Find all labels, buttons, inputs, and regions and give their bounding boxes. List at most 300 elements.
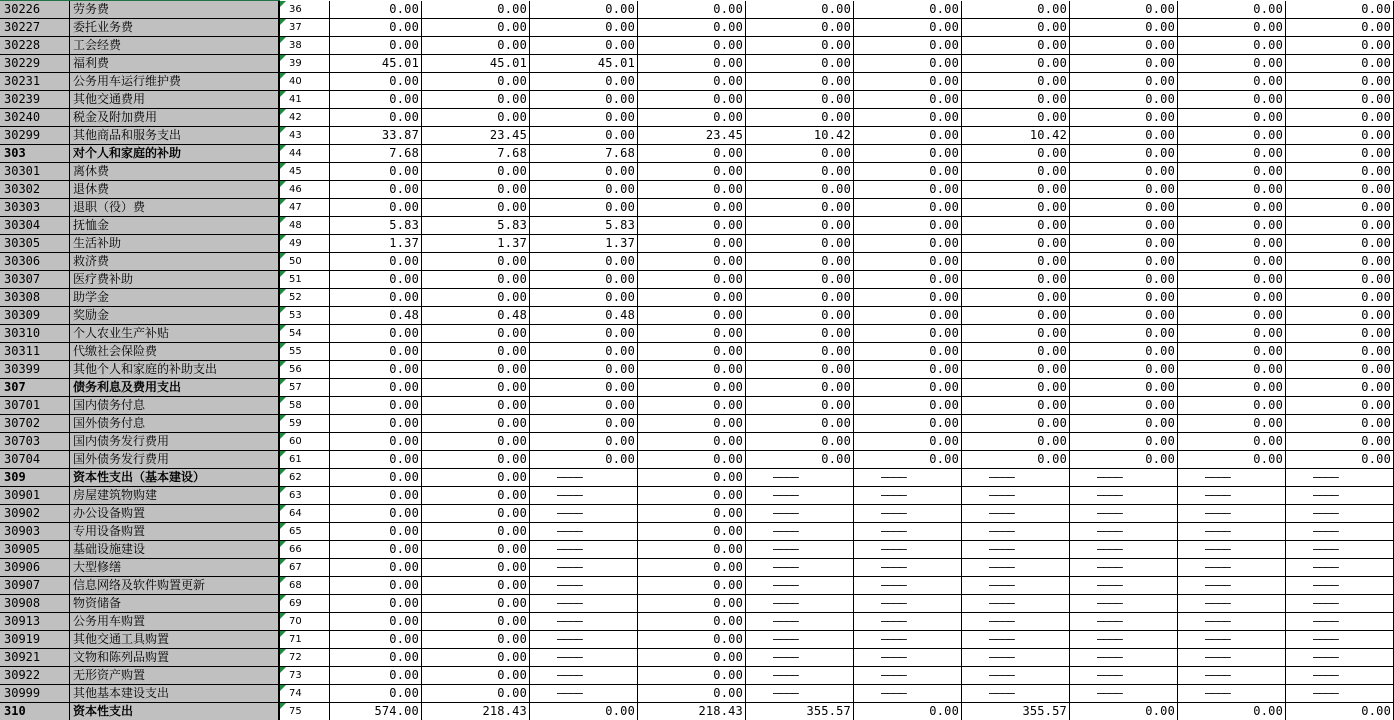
value-cell[interactable]: 218.43 xyxy=(638,703,746,720)
value-cell[interactable]: 0.00 xyxy=(530,37,638,55)
value-cell[interactable]: ———— xyxy=(962,613,1070,631)
value-cell[interactable]: 0.00 xyxy=(854,289,962,307)
value-cell[interactable]: 0.00 xyxy=(854,19,962,37)
value-cell[interactable]: 0.00 xyxy=(1286,703,1394,720)
account-name-cell[interactable]: 房屋建筑物购建 xyxy=(70,487,280,505)
value-cell[interactable]: 0.00 xyxy=(1178,91,1286,109)
line-number-cell[interactable]: 41 xyxy=(280,91,330,109)
value-cell[interactable]: 0.00 xyxy=(330,163,422,181)
value-cell[interactable]: 0.00 xyxy=(638,559,746,577)
line-number-cell[interactable]: 72 xyxy=(280,649,330,667)
account-name-cell[interactable]: 信息网络及软件购置更新 xyxy=(70,577,280,595)
value-cell[interactable]: 0.00 xyxy=(638,163,746,181)
value-cell[interactable]: 0.00 xyxy=(638,469,746,487)
value-cell[interactable]: ———— xyxy=(746,685,854,703)
value-cell[interactable]: 45.01 xyxy=(530,55,638,73)
value-cell[interactable]: 5.83 xyxy=(530,217,638,235)
value-cell[interactable]: 0.00 xyxy=(746,19,854,37)
value-cell[interactable]: 0.00 xyxy=(638,145,746,163)
line-number-cell[interactable]: 58 xyxy=(280,397,330,415)
value-cell[interactable]: 0.00 xyxy=(1070,109,1178,127)
line-number-cell[interactable]: 37 xyxy=(280,19,330,37)
line-number-cell[interactable]: 57 xyxy=(280,379,330,397)
value-cell[interactable]: 0.00 xyxy=(1070,451,1178,469)
account-code-cell[interactable]: 30913 xyxy=(0,613,70,631)
value-cell[interactable]: 0.00 xyxy=(1286,217,1394,235)
value-cell[interactable]: 0.00 xyxy=(638,379,746,397)
value-cell[interactable]: 0.00 xyxy=(854,307,962,325)
value-cell[interactable]: 0.00 xyxy=(1178,271,1286,289)
value-cell[interactable]: 0.00 xyxy=(422,487,530,505)
value-cell[interactable]: 0.00 xyxy=(530,361,638,379)
value-cell[interactable]: ———— xyxy=(746,469,854,487)
account-code-cell[interactable]: 30302 xyxy=(0,181,70,199)
value-cell[interactable]: 0.00 xyxy=(746,145,854,163)
value-cell[interactable]: 0.00 xyxy=(422,1,530,19)
account-name-cell[interactable]: 债务利息及费用支出 xyxy=(70,379,280,397)
value-cell[interactable]: 0.00 xyxy=(330,289,422,307)
value-cell[interactable]: ———— xyxy=(530,523,638,541)
value-cell[interactable]: 0.00 xyxy=(1178,73,1286,91)
value-cell[interactable]: 0.00 xyxy=(638,55,746,73)
value-cell[interactable]: 0.00 xyxy=(854,343,962,361)
value-cell[interactable]: 0.00 xyxy=(638,271,746,289)
value-cell[interactable]: 0.00 xyxy=(530,163,638,181)
value-cell[interactable]: ———— xyxy=(1070,613,1178,631)
value-cell[interactable]: ———— xyxy=(530,541,638,559)
value-cell[interactable]: 0.00 xyxy=(638,91,746,109)
value-cell[interactable]: 7.68 xyxy=(530,145,638,163)
account-name-cell[interactable]: 国内债务付息 xyxy=(70,397,280,415)
line-number-cell[interactable]: 70 xyxy=(280,613,330,631)
value-cell[interactable]: 0.00 xyxy=(638,631,746,649)
value-cell[interactable]: 0.00 xyxy=(1178,19,1286,37)
value-cell[interactable]: 0.00 xyxy=(1286,361,1394,379)
account-name-cell[interactable]: 公务用车运行维护费 xyxy=(70,73,280,91)
value-cell[interactable]: 0.00 xyxy=(746,91,854,109)
account-code-cell[interactable]: 310 xyxy=(0,703,70,720)
value-cell[interactable]: 0.00 xyxy=(746,163,854,181)
value-cell[interactable]: 0.00 xyxy=(962,217,1070,235)
value-cell[interactable]: 7.68 xyxy=(422,145,530,163)
value-cell[interactable]: 0.00 xyxy=(330,325,422,343)
account-name-cell[interactable]: 委托业务费 xyxy=(70,19,280,37)
value-cell[interactable]: 0.00 xyxy=(962,451,1070,469)
value-cell[interactable]: 0.48 xyxy=(330,307,422,325)
account-code-cell[interactable]: 30703 xyxy=(0,433,70,451)
account-code-cell[interactable]: 30228 xyxy=(0,37,70,55)
account-name-cell[interactable]: 退职（役）费 xyxy=(70,199,280,217)
value-cell[interactable]: ———— xyxy=(1070,595,1178,613)
value-cell[interactable]: ———— xyxy=(530,631,638,649)
value-cell[interactable]: 0.00 xyxy=(638,109,746,127)
value-cell[interactable]: ———— xyxy=(530,487,638,505)
value-cell[interactable]: 0.00 xyxy=(746,217,854,235)
value-cell[interactable]: 0.00 xyxy=(330,181,422,199)
value-cell[interactable]: 0.00 xyxy=(1286,91,1394,109)
value-cell[interactable]: 0.00 xyxy=(330,199,422,217)
value-cell[interactable]: 0.00 xyxy=(1286,415,1394,433)
value-cell[interactable]: 0.00 xyxy=(1070,55,1178,73)
account-code-cell[interactable]: 30309 xyxy=(0,307,70,325)
account-code-cell[interactable]: 30701 xyxy=(0,397,70,415)
account-code-cell[interactable]: 30231 xyxy=(0,73,70,91)
value-cell[interactable]: 0.00 xyxy=(530,325,638,343)
value-cell[interactable]: 0.00 xyxy=(638,433,746,451)
value-cell[interactable]: 0.00 xyxy=(1286,1,1394,19)
value-cell[interactable]: ———— xyxy=(962,505,1070,523)
value-cell[interactable]: ———— xyxy=(1070,631,1178,649)
value-cell[interactable]: 0.00 xyxy=(638,577,746,595)
value-cell[interactable]: 0.00 xyxy=(638,235,746,253)
value-cell[interactable]: 218.43 xyxy=(422,703,530,720)
value-cell[interactable]: ———— xyxy=(962,649,1070,667)
value-cell[interactable]: 0.00 xyxy=(1178,415,1286,433)
value-cell[interactable]: ———— xyxy=(530,505,638,523)
value-cell[interactable]: 0.48 xyxy=(530,307,638,325)
value-cell[interactable]: ———— xyxy=(962,595,1070,613)
value-cell[interactable]: 0.00 xyxy=(1286,307,1394,325)
line-number-cell[interactable]: 53 xyxy=(280,307,330,325)
value-cell[interactable]: ———— xyxy=(962,631,1070,649)
value-cell[interactable]: 0.48 xyxy=(422,307,530,325)
value-cell[interactable]: 0.00 xyxy=(1178,217,1286,235)
value-cell[interactable]: 0.00 xyxy=(746,271,854,289)
value-cell[interactable]: 0.00 xyxy=(1178,235,1286,253)
account-name-cell[interactable]: 国外债务发行费用 xyxy=(70,451,280,469)
account-code-cell[interactable]: 30240 xyxy=(0,109,70,127)
line-number-cell[interactable]: 42 xyxy=(280,109,330,127)
value-cell[interactable]: 0.00 xyxy=(962,415,1070,433)
line-number-cell[interactable]: 44 xyxy=(280,145,330,163)
account-name-cell[interactable]: 国外债务付息 xyxy=(70,415,280,433)
value-cell[interactable]: ———— xyxy=(1070,559,1178,577)
account-name-cell[interactable]: 国内债务发行费用 xyxy=(70,433,280,451)
value-cell[interactable]: 45.01 xyxy=(422,55,530,73)
value-cell[interactable]: 0.00 xyxy=(1070,19,1178,37)
value-cell[interactable]: 0.00 xyxy=(1178,343,1286,361)
line-number-cell[interactable]: 48 xyxy=(280,217,330,235)
value-cell[interactable]: ———— xyxy=(1286,595,1394,613)
value-cell[interactable]: 0.00 xyxy=(330,1,422,19)
account-name-cell[interactable]: 其他商品和服务支出 xyxy=(70,127,280,145)
value-cell[interactable]: ———— xyxy=(530,577,638,595)
line-number-cell[interactable]: 65 xyxy=(280,523,330,541)
value-cell[interactable]: 0.00 xyxy=(962,253,1070,271)
value-cell[interactable]: ———— xyxy=(1286,505,1394,523)
value-cell[interactable]: 0.00 xyxy=(1070,145,1178,163)
account-code-cell[interactable]: 30239 xyxy=(0,91,70,109)
value-cell[interactable]: ———— xyxy=(1286,649,1394,667)
value-cell[interactable]: 0.00 xyxy=(638,523,746,541)
value-cell[interactable]: 0.00 xyxy=(1070,325,1178,343)
account-code-cell[interactable]: 303 xyxy=(0,145,70,163)
value-cell[interactable]: 0.00 xyxy=(530,127,638,145)
value-cell[interactable]: ———— xyxy=(854,613,962,631)
value-cell[interactable]: 0.00 xyxy=(1178,181,1286,199)
value-cell[interactable]: 0.00 xyxy=(638,289,746,307)
value-cell[interactable]: ———— xyxy=(530,559,638,577)
line-number-cell[interactable]: 51 xyxy=(280,271,330,289)
value-cell[interactable]: ———— xyxy=(854,523,962,541)
value-cell[interactable]: 0.00 xyxy=(638,397,746,415)
value-cell[interactable]: ———— xyxy=(746,667,854,685)
value-cell[interactable]: ———— xyxy=(746,505,854,523)
value-cell[interactable]: 0.00 xyxy=(638,649,746,667)
value-cell[interactable]: ———— xyxy=(1178,559,1286,577)
value-cell[interactable]: ———— xyxy=(530,667,638,685)
value-cell[interactable]: 0.00 xyxy=(638,505,746,523)
value-cell[interactable]: 0.00 xyxy=(746,415,854,433)
value-cell[interactable]: 0.00 xyxy=(746,289,854,307)
account-name-cell[interactable]: 办公设备购置 xyxy=(70,505,280,523)
value-cell[interactable]: 0.00 xyxy=(1286,235,1394,253)
value-cell[interactable]: ———— xyxy=(962,541,1070,559)
value-cell[interactable]: 0.00 xyxy=(854,163,962,181)
value-cell[interactable]: ———— xyxy=(1286,613,1394,631)
line-number-cell[interactable]: 46 xyxy=(280,181,330,199)
value-cell[interactable]: ———— xyxy=(746,541,854,559)
value-cell[interactable]: 0.00 xyxy=(422,685,530,703)
account-name-cell[interactable]: 基础设施建设 xyxy=(70,541,280,559)
value-cell[interactable]: 0.00 xyxy=(422,415,530,433)
value-cell[interactable]: ———— xyxy=(962,469,1070,487)
account-name-cell[interactable]: 大型修缮 xyxy=(70,559,280,577)
value-cell[interactable]: ———— xyxy=(1286,685,1394,703)
value-cell[interactable]: 0.00 xyxy=(422,595,530,613)
value-cell[interactable]: 0.00 xyxy=(1286,145,1394,163)
value-cell[interactable]: 0.00 xyxy=(746,379,854,397)
value-cell[interactable]: 0.00 xyxy=(638,685,746,703)
value-cell[interactable]: 0.00 xyxy=(422,37,530,55)
value-cell[interactable]: 1.37 xyxy=(530,235,638,253)
value-cell[interactable]: ———— xyxy=(530,613,638,631)
value-cell[interactable]: 0.00 xyxy=(1070,361,1178,379)
value-cell[interactable]: ———— xyxy=(1286,541,1394,559)
value-cell[interactable]: 0.00 xyxy=(530,415,638,433)
value-cell[interactable]: ———— xyxy=(1178,631,1286,649)
value-cell[interactable]: ———— xyxy=(1070,523,1178,541)
value-cell[interactable]: 0.00 xyxy=(962,1,1070,19)
value-cell[interactable]: 0.00 xyxy=(422,649,530,667)
account-code-cell[interactable]: 307 xyxy=(0,379,70,397)
value-cell[interactable]: ———— xyxy=(1070,469,1178,487)
value-cell[interactable]: 0.00 xyxy=(962,199,1070,217)
value-cell[interactable]: ———— xyxy=(962,667,1070,685)
line-number-cell[interactable]: 71 xyxy=(280,631,330,649)
value-cell[interactable]: 0.00 xyxy=(330,361,422,379)
value-cell[interactable]: 1.37 xyxy=(330,235,422,253)
value-cell[interactable]: 0.00 xyxy=(1070,163,1178,181)
line-number-cell[interactable]: 50 xyxy=(280,253,330,271)
value-cell[interactable]: 1.37 xyxy=(422,235,530,253)
value-cell[interactable]: 0.00 xyxy=(854,271,962,289)
value-cell[interactable]: 574.00 xyxy=(330,703,422,720)
value-cell[interactable]: 0.00 xyxy=(330,667,422,685)
account-code-cell[interactable]: 30919 xyxy=(0,631,70,649)
value-cell[interactable]: ———— xyxy=(1178,595,1286,613)
value-cell[interactable]: 0.00 xyxy=(1070,307,1178,325)
value-cell[interactable]: 0.00 xyxy=(422,343,530,361)
account-name-cell[interactable]: 公务用车购置 xyxy=(70,613,280,631)
account-code-cell[interactable]: 30307 xyxy=(0,271,70,289)
value-cell[interactable]: 0.00 xyxy=(1070,379,1178,397)
line-number-cell[interactable]: 56 xyxy=(280,361,330,379)
value-cell[interactable]: 0.00 xyxy=(1286,73,1394,91)
value-cell[interactable]: ———— xyxy=(1178,541,1286,559)
account-code-cell[interactable]: 30227 xyxy=(0,19,70,37)
value-cell[interactable]: 0.00 xyxy=(330,343,422,361)
value-cell[interactable]: 0.00 xyxy=(1286,181,1394,199)
value-cell[interactable]: 0.00 xyxy=(1178,145,1286,163)
value-cell[interactable]: 0.00 xyxy=(530,271,638,289)
value-cell[interactable]: 0.00 xyxy=(330,397,422,415)
value-cell[interactable]: 0.00 xyxy=(530,289,638,307)
line-number-cell[interactable]: 59 xyxy=(280,415,330,433)
account-name-cell[interactable]: 福利费 xyxy=(70,55,280,73)
value-cell[interactable]: 5.83 xyxy=(330,217,422,235)
value-cell[interactable]: 0.00 xyxy=(330,415,422,433)
value-cell[interactable]: 0.00 xyxy=(422,559,530,577)
value-cell[interactable]: 0.00 xyxy=(1178,361,1286,379)
value-cell[interactable]: 0.00 xyxy=(1070,433,1178,451)
value-cell[interactable]: 0.00 xyxy=(422,451,530,469)
account-code-cell[interactable]: 30306 xyxy=(0,253,70,271)
account-name-cell[interactable]: 专用设备购置 xyxy=(70,523,280,541)
account-code-cell[interactable]: 30301 xyxy=(0,163,70,181)
value-cell[interactable]: ———— xyxy=(530,649,638,667)
value-cell[interactable]: 0.00 xyxy=(854,145,962,163)
value-cell[interactable]: 0.00 xyxy=(330,487,422,505)
value-cell[interactable]: 0.00 xyxy=(638,415,746,433)
value-cell[interactable]: 0.00 xyxy=(1178,703,1286,720)
value-cell[interactable]: 0.00 xyxy=(330,523,422,541)
value-cell[interactable]: 0.00 xyxy=(854,109,962,127)
value-cell[interactable]: 0.00 xyxy=(330,631,422,649)
value-cell[interactable]: 0.00 xyxy=(1070,271,1178,289)
line-number-cell[interactable]: 52 xyxy=(280,289,330,307)
value-cell[interactable]: 0.00 xyxy=(530,199,638,217)
line-number-cell[interactable]: 68 xyxy=(280,577,330,595)
value-cell[interactable]: 0.00 xyxy=(1286,55,1394,73)
value-cell[interactable]: 0.00 xyxy=(962,145,1070,163)
account-name-cell[interactable]: 其他交通费用 xyxy=(70,91,280,109)
value-cell[interactable]: 0.00 xyxy=(962,343,1070,361)
value-cell[interactable]: 0.00 xyxy=(638,199,746,217)
account-name-cell[interactable]: 个人农业生产补贴 xyxy=(70,325,280,343)
value-cell[interactable]: 0.00 xyxy=(638,541,746,559)
value-cell[interactable]: ———— xyxy=(854,577,962,595)
account-code-cell[interactable]: 30921 xyxy=(0,649,70,667)
value-cell[interactable]: 0.00 xyxy=(530,1,638,19)
value-cell[interactable]: 0.00 xyxy=(746,55,854,73)
value-cell[interactable]: 0.00 xyxy=(422,163,530,181)
value-cell[interactable]: 0.00 xyxy=(422,271,530,289)
value-cell[interactable]: 0.00 xyxy=(330,541,422,559)
value-cell[interactable]: 0.00 xyxy=(422,73,530,91)
value-cell[interactable]: ———— xyxy=(1178,577,1286,595)
account-name-cell[interactable]: 其他交通工具购置 xyxy=(70,631,280,649)
value-cell[interactable]: 0.00 xyxy=(962,271,1070,289)
value-cell[interactable]: 0.00 xyxy=(530,451,638,469)
value-cell[interactable]: 0.00 xyxy=(962,73,1070,91)
value-cell[interactable]: 0.00 xyxy=(330,505,422,523)
value-cell[interactable]: 0.00 xyxy=(746,361,854,379)
value-cell[interactable]: 0.00 xyxy=(530,91,638,109)
account-code-cell[interactable]: 30905 xyxy=(0,541,70,559)
value-cell[interactable]: 0.00 xyxy=(1178,433,1286,451)
value-cell[interactable]: 0.00 xyxy=(1070,397,1178,415)
value-cell[interactable]: 0.00 xyxy=(422,397,530,415)
value-cell[interactable]: 0.00 xyxy=(422,631,530,649)
value-cell[interactable]: 0.00 xyxy=(1178,55,1286,73)
account-code-cell[interactable]: 30902 xyxy=(0,505,70,523)
account-code-cell[interactable]: 30907 xyxy=(0,577,70,595)
value-cell[interactable]: 0.00 xyxy=(1070,289,1178,307)
value-cell[interactable]: 7.68 xyxy=(330,145,422,163)
value-cell[interactable]: 0.00 xyxy=(1178,307,1286,325)
value-cell[interactable]: 0.00 xyxy=(962,55,1070,73)
value-cell[interactable]: 0.00 xyxy=(422,433,530,451)
value-cell[interactable]: 0.00 xyxy=(638,253,746,271)
value-cell[interactable]: 0.00 xyxy=(746,181,854,199)
value-cell[interactable]: 0.00 xyxy=(746,325,854,343)
value-cell[interactable]: 0.00 xyxy=(962,361,1070,379)
value-cell[interactable]: 0.00 xyxy=(1178,379,1286,397)
line-number-cell[interactable]: 69 xyxy=(280,595,330,613)
value-cell[interactable]: 0.00 xyxy=(330,469,422,487)
value-cell[interactable]: 0.00 xyxy=(1178,451,1286,469)
value-cell[interactable]: ———— xyxy=(746,523,854,541)
value-cell[interactable]: 33.87 xyxy=(330,127,422,145)
value-cell[interactable]: 0.00 xyxy=(1070,181,1178,199)
value-cell[interactable]: 0.00 xyxy=(746,343,854,361)
account-name-cell[interactable]: 其他基本建设支出 xyxy=(70,685,280,703)
value-cell[interactable]: 0.00 xyxy=(1178,163,1286,181)
value-cell[interactable]: 0.00 xyxy=(638,307,746,325)
value-cell[interactable]: 0.00 xyxy=(422,523,530,541)
value-cell[interactable]: 0.00 xyxy=(1286,163,1394,181)
line-number-cell[interactable]: 45 xyxy=(280,163,330,181)
value-cell[interactable]: 0.00 xyxy=(330,379,422,397)
value-cell[interactable]: 0.00 xyxy=(746,109,854,127)
value-cell[interactable]: 355.57 xyxy=(746,703,854,720)
value-cell[interactable]: 0.00 xyxy=(962,181,1070,199)
value-cell[interactable]: 0.00 xyxy=(1286,199,1394,217)
value-cell[interactable]: 0.00 xyxy=(854,127,962,145)
value-cell[interactable]: 0.00 xyxy=(638,181,746,199)
account-code-cell[interactable]: 30299 xyxy=(0,127,70,145)
value-cell[interactable]: 0.00 xyxy=(1286,343,1394,361)
value-cell[interactable]: ———— xyxy=(854,541,962,559)
value-cell[interactable]: 0.00 xyxy=(422,289,530,307)
value-cell[interactable]: 0.00 xyxy=(1178,127,1286,145)
value-cell[interactable]: 0.00 xyxy=(1070,91,1178,109)
value-cell[interactable]: 0.00 xyxy=(422,91,530,109)
value-cell[interactable]: 0.00 xyxy=(530,181,638,199)
line-number-cell[interactable]: 40 xyxy=(280,73,330,91)
account-code-cell[interactable]: 30903 xyxy=(0,523,70,541)
value-cell[interactable]: ———— xyxy=(530,469,638,487)
value-cell[interactable]: 0.00 xyxy=(1178,1,1286,19)
line-number-cell[interactable]: 55 xyxy=(280,343,330,361)
value-cell[interactable]: 0.00 xyxy=(962,235,1070,253)
value-cell[interactable]: ———— xyxy=(962,523,1070,541)
value-cell[interactable]: ———— xyxy=(1070,487,1178,505)
value-cell[interactable]: 0.00 xyxy=(638,361,746,379)
value-cell[interactable]: ———— xyxy=(962,577,1070,595)
value-cell[interactable]: 45.01 xyxy=(330,55,422,73)
